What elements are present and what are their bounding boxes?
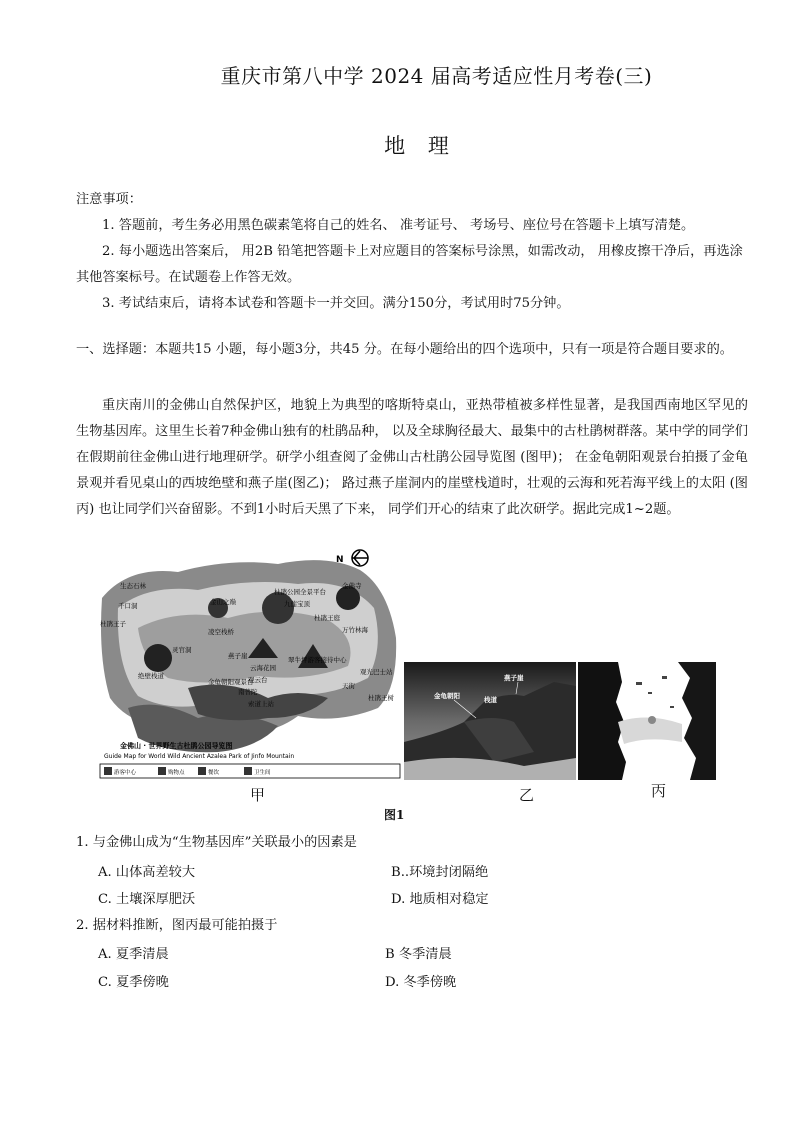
notice-item-1: 1. 答题前，考生务必用黑色碳素笔将自己的姓名、 准考证号、 考场号、座位号在答题卡上填写清楚。 bbox=[102, 218, 695, 233]
map-place-label: 金佛寺 bbox=[342, 582, 362, 590]
map-place-label: 杜鹃王庭 bbox=[314, 614, 340, 622]
passage: 重庆南川的金佛山自然保护区，地貌上为典型的喀斯特桌山，亚热带植被多样性显著，是我国西南地区罕见的生物基因库。这里生长着7种金佛山独有的杜鹃品种， 以及全球胸径最大、最集中的古杜鹃树群落。某中学的同学们在假期前往金佛山进行地理研学。研学小组查阅了金佛山古杜鹃公园导览图 (图甲)； 在金龟朝阳观景台拍摄了金龟景观并看见桌山的西坡绝壁和燕子崖(图乙)； 路过燕子崖洞内的崖壁栈道时，壮观的云海和死若海平线上的太阳 (图丙) 也让同学们兴奋留影。不到1小时后天黑了下来， 同学们开心的结束了此次研学。据此完成1~2题。 bbox=[76, 398, 748, 517]
figure-map-jia bbox=[98, 548, 402, 780]
map-place-label: 千口洞 bbox=[118, 602, 138, 610]
question-2-option-d[interactable]: D. 冬季傍晚 bbox=[385, 975, 457, 990]
map-place-label: 金龟朝阳观景台 bbox=[208, 678, 254, 686]
map-place-label: 金龟朝阳 bbox=[434, 692, 460, 700]
question-2-stem: 2. 据材料推断，图丙最可能拍摄于 bbox=[76, 918, 278, 933]
map-place-label: 南普陀 bbox=[238, 688, 258, 696]
map-place-label: 九莲宝顶 bbox=[284, 600, 310, 608]
map-place-label: 万竹林海 bbox=[342, 626, 368, 634]
map-place-label: 灵官洞 bbox=[172, 646, 192, 654]
notice-heading: 注意事项： bbox=[76, 192, 142, 207]
map-title-cn: 金佛山 · 世界野生古杜鹃公园导览图 bbox=[120, 742, 233, 750]
map-place-label: 凌空栈桥 bbox=[208, 628, 234, 636]
photo-image-yi bbox=[404, 662, 576, 780]
question-2-option-b[interactable]: B 冬季清晨 bbox=[385, 947, 452, 962]
map-place-label: 生态石林 bbox=[120, 582, 146, 590]
map-place-label: 天街 bbox=[342, 682, 355, 690]
map-place-label: 翠牛坪游客接待中心 bbox=[288, 656, 347, 664]
map-place-label: 索道上站 bbox=[248, 700, 274, 708]
map-place-label: 杜鹃王子 bbox=[100, 620, 126, 628]
map-place-label: 观云台 bbox=[248, 676, 268, 684]
subject-title: 地 理 bbox=[384, 134, 457, 158]
map-place-label: 杜鹃王树 bbox=[368, 694, 394, 702]
figure-label-bing: 丙 bbox=[651, 782, 667, 800]
figure-caption: 图1 bbox=[384, 808, 405, 822]
question-1-option-b[interactable]: B..环境封闭隔绝 bbox=[391, 865, 489, 880]
map-place-label: 杜鹃公园全景平台 bbox=[274, 588, 326, 596]
map-place-label: 游客中心 bbox=[114, 770, 137, 776]
figure-label-jia: 甲 bbox=[250, 786, 266, 804]
map-place-label: 餐饮 bbox=[208, 770, 220, 776]
notice-item-2: 2. 每小题选出答案后， 用2B 铅笔把答题卡上对应题目的答案标号涂黑，如需改动， 用橡皮擦干净后，再选涂其他答案标号。在试题卷上作答无效。 bbox=[76, 244, 743, 285]
question-2-option-c[interactable]: C. 夏季傍晚 bbox=[98, 975, 169, 990]
guide-map-image bbox=[98, 548, 402, 780]
map-place-label: 燕子崖 bbox=[504, 674, 524, 682]
question-1-option-a[interactable]: A. 山体高差较大 bbox=[98, 865, 196, 880]
map-title-en: Guide Map for World Wild Ancient Azalea Park of Jinfo Mountain bbox=[104, 753, 295, 760]
question-2-option-a[interactable]: A. 夏季清晨 bbox=[98, 947, 169, 962]
figure-photo-yi bbox=[404, 662, 576, 780]
figure-label-yi: 乙 bbox=[519, 786, 535, 804]
section-heading: 一、选择题：本题共15 小题，每小题3分，共45 分。在每小题给出的四个选项中，只有一项是符合题目要求的。 bbox=[76, 342, 733, 357]
map-place-label: 云海花园 bbox=[250, 664, 276, 672]
notice-item-3: 3. 考试结束后，请将本试卷和答题卡一并交回。满分150分，考试用时75分钟。 bbox=[102, 296, 570, 311]
map-place-label: 观光巴士站 bbox=[360, 668, 393, 676]
map-place-label: 绝壁栈道 bbox=[138, 672, 164, 680]
map-place-label: 卫生间 bbox=[254, 770, 271, 776]
figure-photo-bing bbox=[578, 662, 716, 780]
map-place-label: 金山之巅 bbox=[210, 598, 236, 606]
question-1-option-d[interactable]: D. 地质相对稳定 bbox=[391, 892, 489, 907]
north-label: N bbox=[336, 555, 344, 565]
exam-title: 重庆市第八中学 2024 届高考适应性月考卷(三) bbox=[220, 64, 653, 88]
map-place-label: 购物点 bbox=[168, 770, 185, 776]
map-place-label: 燕子崖 bbox=[228, 652, 248, 660]
question-1-stem: 1. 与金佛山成为“生物基因库”关联最小的因素是 bbox=[76, 835, 357, 850]
question-1-option-c[interactable]: C. 土壤深厚肥沃 bbox=[98, 892, 196, 907]
map-place-label: 栈道 bbox=[484, 696, 497, 704]
photo-image-bing bbox=[578, 662, 716, 780]
